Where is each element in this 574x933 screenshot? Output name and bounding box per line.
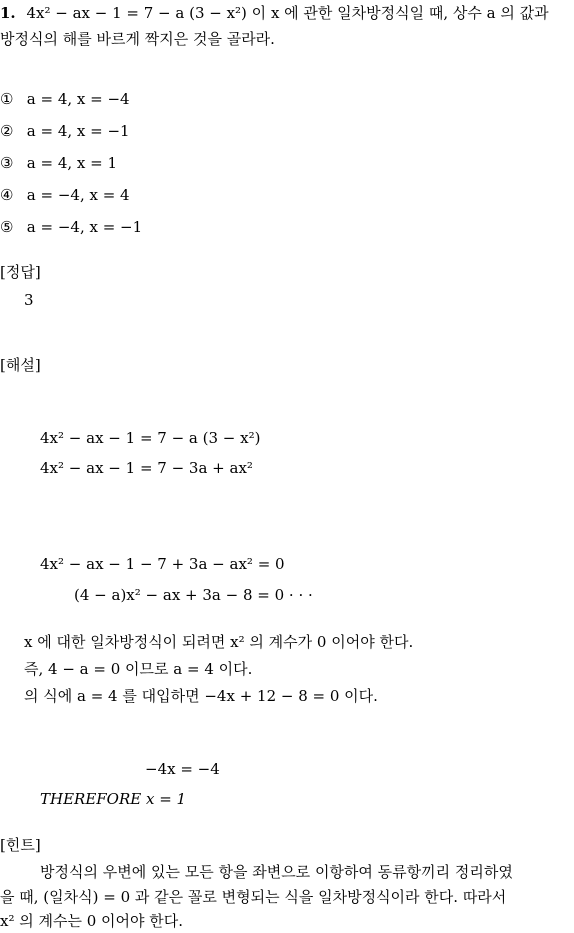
option-4-number: ④	[0, 186, 14, 204]
explanation-eq-4: (4 − a)x² − ax + 3a − 8 = 0 · · ·	[74, 586, 313, 604]
option-3-text: a = 4, x = 1	[26, 154, 118, 172]
question-number: 1.	[0, 4, 16, 22]
explanation-label: [해설]	[0, 356, 41, 374]
option-2-text: a = 4, x = −1	[26, 122, 130, 140]
explanation-eq-6: THEREFORE x = 1	[40, 790, 187, 808]
answer-label: [정답]	[0, 263, 41, 281]
explanation-eq-3: 4x² − ax − 1 − 7 + 3a − ax² = 0	[40, 555, 285, 573]
option-1[interactable]	[0, 89, 130, 109]
answer-value: 3	[24, 291, 34, 309]
hint-text-2: 을 때, (일차식) = 0 과 같은 꼴로 변형되는 식을 일차방정식이라 한다. 따라서	[0, 888, 507, 906]
question-text-1: 4x² − ax − 1 = 7 − a (3 − x²) 이 x 에 관한 일차방정식일 때, 상수 a 의 값과	[26, 4, 549, 22]
option-1-number: ①	[0, 90, 14, 108]
hint-label: [힌트]	[0, 836, 41, 854]
explanation-text-1: x 에 대한 일차방정식이 되려면 x² 의 계수가 0 이어야 한다.	[24, 633, 414, 651]
explanation-text-3: 의 식에 a = 4 를 대입하면 −4x + 12 − 8 = 0 이다.	[24, 687, 378, 705]
option-2[interactable]	[0, 121, 130, 141]
option-5-number: ⑤	[0, 218, 14, 236]
option-1-text: a = 4, x = −4	[26, 90, 130, 108]
explanation-text-2: 즉, 4 − a = 0 이므로 a = 4 이다.	[24, 660, 253, 678]
question-line-1	[0, 3, 549, 23]
explanation-eq-5: −4x = −4	[145, 760, 220, 778]
option-2-number: ②	[0, 122, 14, 140]
question-text-2: 방정식의 해를 바르게 짝지은 것을 골라라.	[0, 30, 275, 48]
option-5[interactable]	[0, 217, 142, 237]
option-3-number: ③	[0, 154, 14, 172]
option-3[interactable]	[0, 153, 117, 173]
explanation-eq-1: 4x² − ax − 1 = 7 − a (3 − x²)	[40, 429, 261, 447]
option-4-text: a = −4, x = 4	[26, 186, 130, 204]
explanation-eq-2: 4x² − ax − 1 = 7 − 3a + ax²	[40, 459, 253, 477]
option-4[interactable]	[0, 185, 130, 205]
hint-text-1: 방정식의 우변에 있는 모든 항을 좌변으로 이항하여 동류항끼리 정리하였	[40, 863, 513, 881]
hint-text-3: x² 의 계수는 0 이어야 한다.	[0, 912, 184, 930]
option-5-text: a = −4, x = −1	[26, 218, 143, 236]
